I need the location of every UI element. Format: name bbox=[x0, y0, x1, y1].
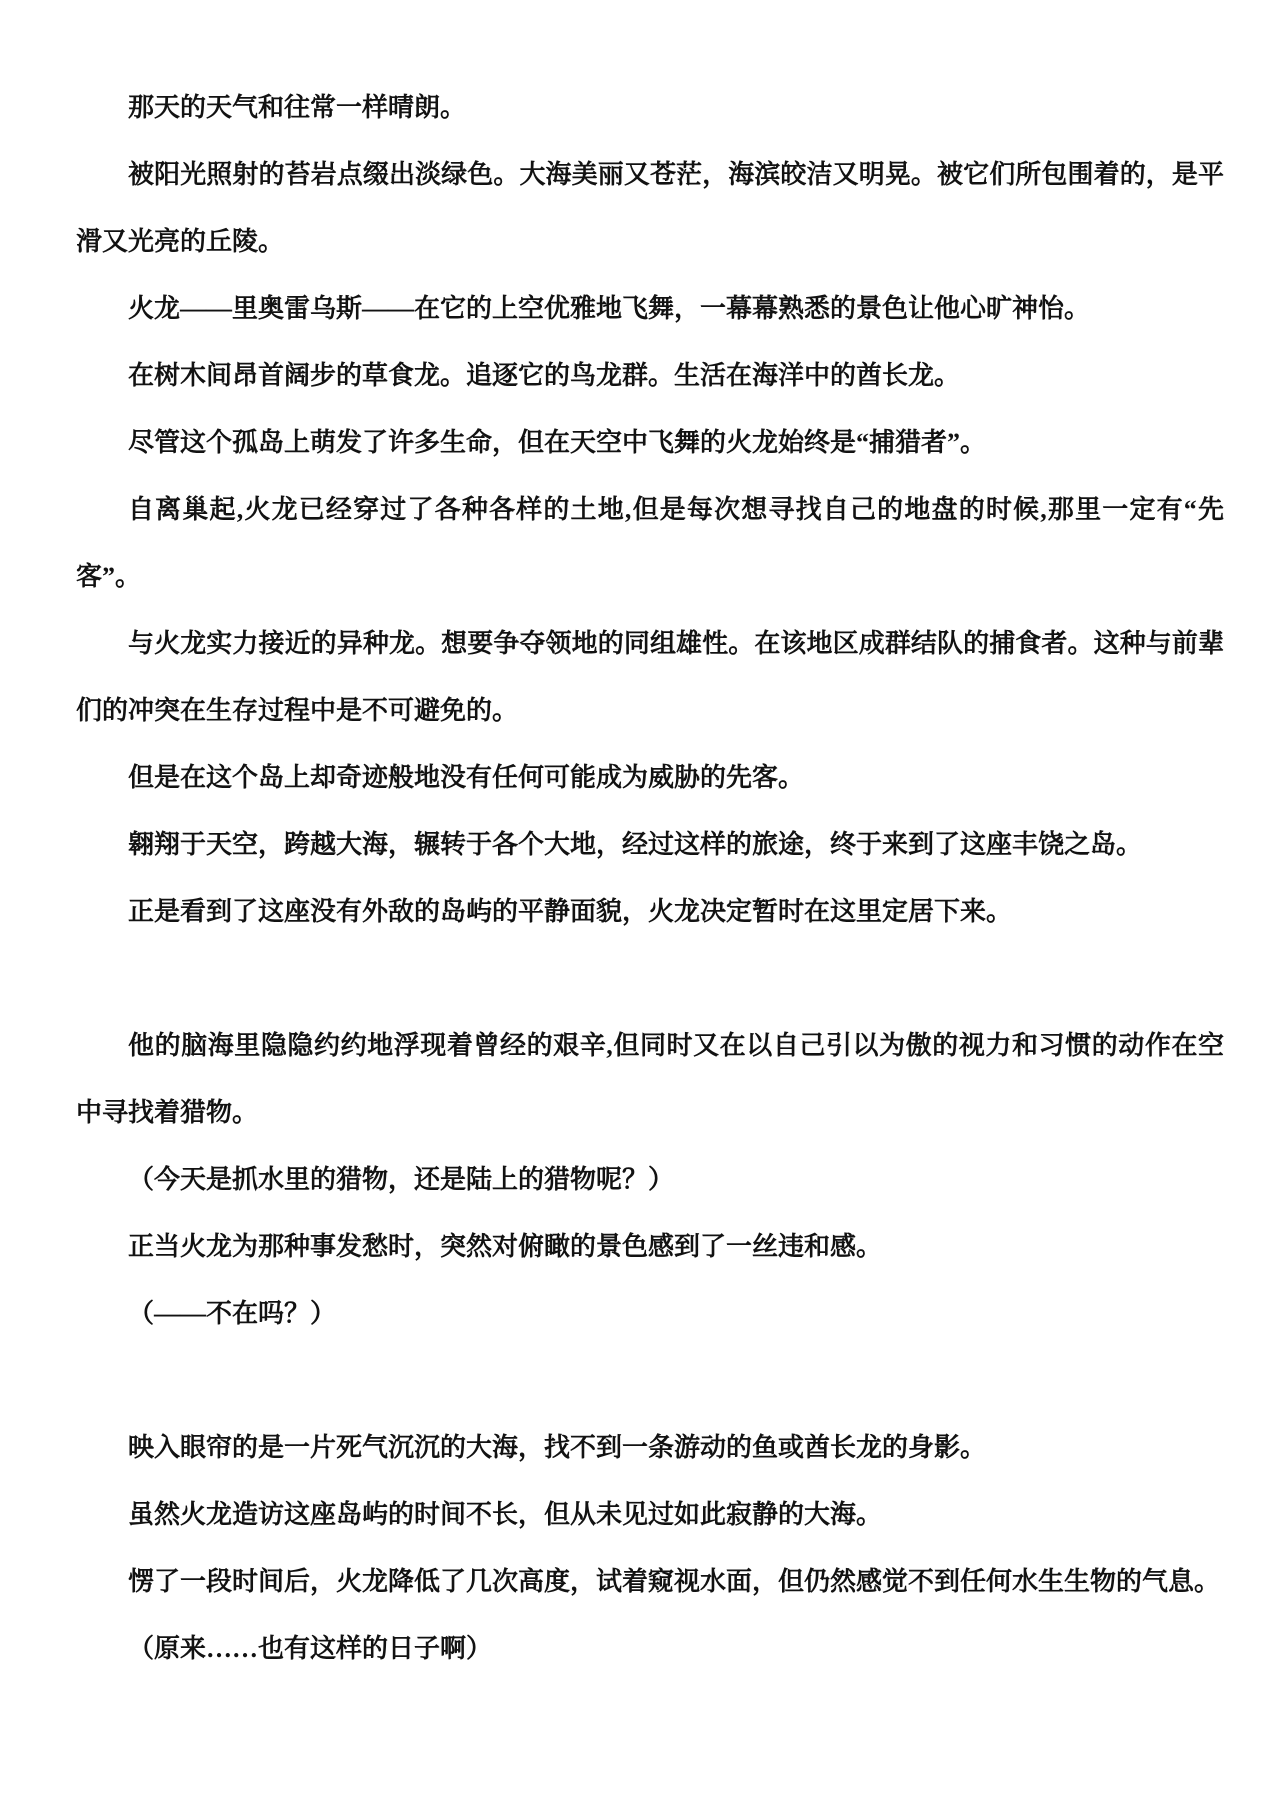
paragraph: 尽管这个孤岛上萌发了许多生命，但在天空中飞舞的火龙始终是“捕猎者”。 bbox=[128, 428, 987, 457]
paragraph: （今天是抓水里的猎物，还是陆上的猎物呢？） bbox=[128, 1165, 675, 1194]
paragraph: 映入眼帘的是一片死气沉沉的大海，找不到一条游动的鱼或酋长龙的身影。 bbox=[128, 1433, 987, 1462]
paragraph: 被阳光照射的苔岩点缀出淡绿色。大海美丽又苍茫，海滨皎洁又明晃。被它们所包围着的，是平滑又光亮的丘陵。 bbox=[76, 160, 1224, 256]
paragraph: 虽然火龙造访这座岛屿的时间不长，但从未见过如此寂静的大海。 bbox=[128, 1500, 883, 1529]
paragraph: 那天的天气和往常一样晴朗。 bbox=[128, 93, 467, 122]
paragraph: 正当火龙为那种事发愁时，突然对俯瞰的景色感到了一丝违和感。 bbox=[128, 1232, 883, 1261]
paragraph: 正是看到了这座没有外敌的岛屿的平静面貌，火龙决定暂时在这里定居下来。 bbox=[128, 897, 1013, 926]
paragraph: 自离巢起,火龙已经穿过了各种各样的土地,但是每次想寻找自己的地盘的时候,那里一定有“先客”。 bbox=[76, 495, 1224, 591]
paragraph: 火龙——里奥雷乌斯——在它的上空优雅地飞舞，一幕幕熟悉的景色让他心旷神怡。 bbox=[128, 294, 1091, 323]
paragraph: 翱翔于天空，跨越大海，辗转于各个大地，经过这样的旅途，终于来到了这座丰饶之岛。 bbox=[128, 830, 1143, 859]
paragraph: 愣了一段时间后，火龙降低了几次高度，试着窥视水面，但仍然感觉不到任何水生生物的气息。 bbox=[128, 1567, 1221, 1596]
paragraph: （——不在吗？） bbox=[128, 1299, 337, 1328]
blank-line bbox=[76, 1347, 1224, 1414]
paragraph: （原来……也有这样的日子啊） bbox=[128, 1634, 493, 1663]
paragraph: 但是在这个岛上却奇迹般地没有任何可能成为威胁的先客。 bbox=[128, 763, 805, 792]
paragraph: 在树木间昂首阔步的草食龙。追逐它的鸟龙群。生活在海洋中的酋长龙。 bbox=[128, 361, 961, 390]
paragraph: 与火龙实力接近的异种龙。想要争夺领地的同组雄性。在该地区成群结队的捕食者。这种与前辈们的冲突在生存过程中是不可避免的。 bbox=[76, 629, 1224, 725]
blank-line bbox=[76, 945, 1224, 1012]
paragraph: 他的脑海里隐隐约约地浮现着曾经的艰辛,但同时又在以自己引以为傲的视力和习惯的动作在空中寻找着猎物。 bbox=[76, 1031, 1224, 1127]
document-body bbox=[76, 74, 1224, 1682]
